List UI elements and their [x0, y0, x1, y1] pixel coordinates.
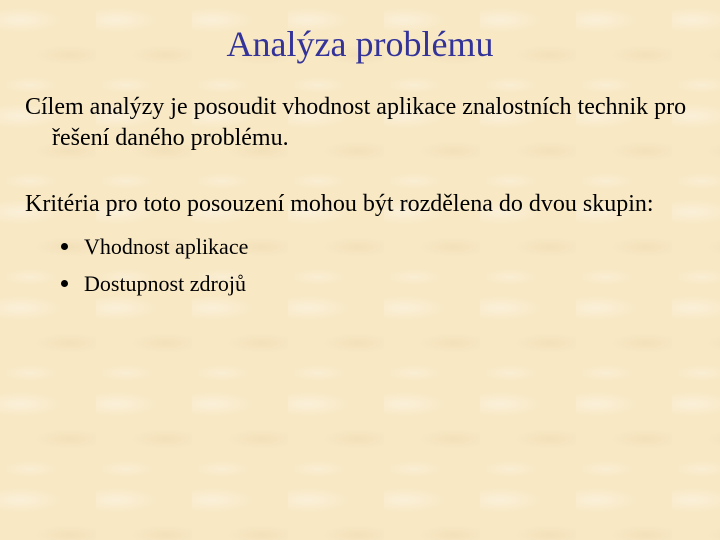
bullet-dot-icon [61, 280, 68, 287]
paragraph-criteria: Kritéria pro toto posouzení mohou být rozdělena do dvou skupin: [25, 191, 654, 217]
list-item-label: Vhodnost aplikace [84, 234, 249, 259]
list-item-label: Dostupnost zdrojů [84, 271, 246, 296]
list-item [61, 228, 690, 265]
paragraph-goal: Cílem analýzy je posoudit vhodnost aplikace znalostních technik pro řešení daného problému. [25, 94, 687, 151]
list-item [61, 265, 690, 302]
criteria-list [25, 228, 690, 302]
slide-title: Analýza problému [226, 24, 494, 64]
bullet-dot-icon [61, 243, 68, 250]
slide-body [25, 92, 690, 302]
